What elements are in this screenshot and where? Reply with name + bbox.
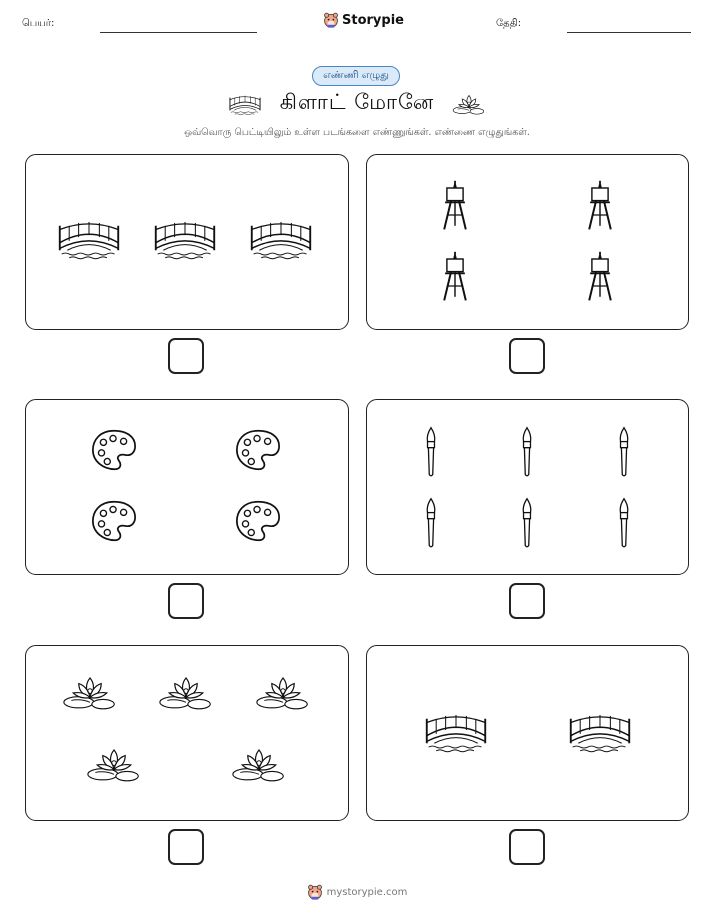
bridge-icon [423, 706, 489, 756]
easel-icon [582, 179, 618, 233]
answer-box-1[interactable] [168, 338, 204, 374]
palette-icon [90, 498, 138, 544]
water-lily-icon [452, 91, 486, 117]
count-box-1 [25, 154, 349, 330]
count-box-2 [366, 154, 689, 330]
bridge-icon [228, 91, 262, 117]
paintbrush-icon [615, 497, 633, 549]
bridge-icon [56, 213, 122, 263]
palette-icon [234, 498, 282, 544]
mascot-icon [307, 884, 323, 900]
brand-logo [323, 12, 404, 28]
easel-icon [582, 250, 618, 304]
count-box-5 [25, 645, 349, 821]
mascot-icon [323, 12, 339, 28]
bridge-icon [567, 706, 633, 756]
bridge-icon [152, 213, 218, 263]
paintbrush-icon [615, 426, 633, 478]
palette-icon [90, 427, 138, 473]
answer-box-4[interactable] [509, 583, 545, 619]
bridge-icon [248, 213, 314, 263]
easel-icon [437, 250, 473, 304]
water-lily-icon [158, 670, 214, 714]
page-title: கிளாட் மோனே [279, 90, 435, 114]
water-lily-icon [255, 670, 311, 714]
palette-icon [234, 427, 282, 473]
answer-box-3[interactable] [168, 583, 204, 619]
activity-badge: எண்ணி எழுது [312, 66, 400, 86]
footer [0, 884, 714, 900]
water-lily-icon [231, 742, 287, 786]
paintbrush-icon [518, 426, 536, 478]
answer-box-2[interactable] [509, 338, 545, 374]
name-field[interactable] [100, 32, 257, 33]
answer-box-5[interactable] [168, 829, 204, 865]
water-lily-icon [86, 742, 142, 786]
name-label: பெயர்: [22, 18, 55, 29]
date-label: தேதி: [496, 18, 522, 29]
brand-name: Storypie [342, 12, 404, 28]
count-box-4 [366, 399, 689, 575]
paintbrush-icon [422, 426, 440, 478]
count-box-3 [25, 399, 349, 575]
easel-icon [437, 179, 473, 233]
footer-url[interactable]: mystorypie.com [326, 886, 408, 898]
answer-box-6[interactable] [509, 829, 545, 865]
count-box-6 [366, 645, 689, 821]
water-lily-icon [62, 670, 118, 714]
paintbrush-icon [518, 497, 536, 549]
date-field[interactable] [567, 32, 691, 33]
instructions: ஒவ்வொரு பெட்டியிலும் உள்ள படங்களை எண்ணுங்கள். எண்ணை எழுதுங்கள். [184, 127, 530, 138]
paintbrush-icon [422, 497, 440, 549]
